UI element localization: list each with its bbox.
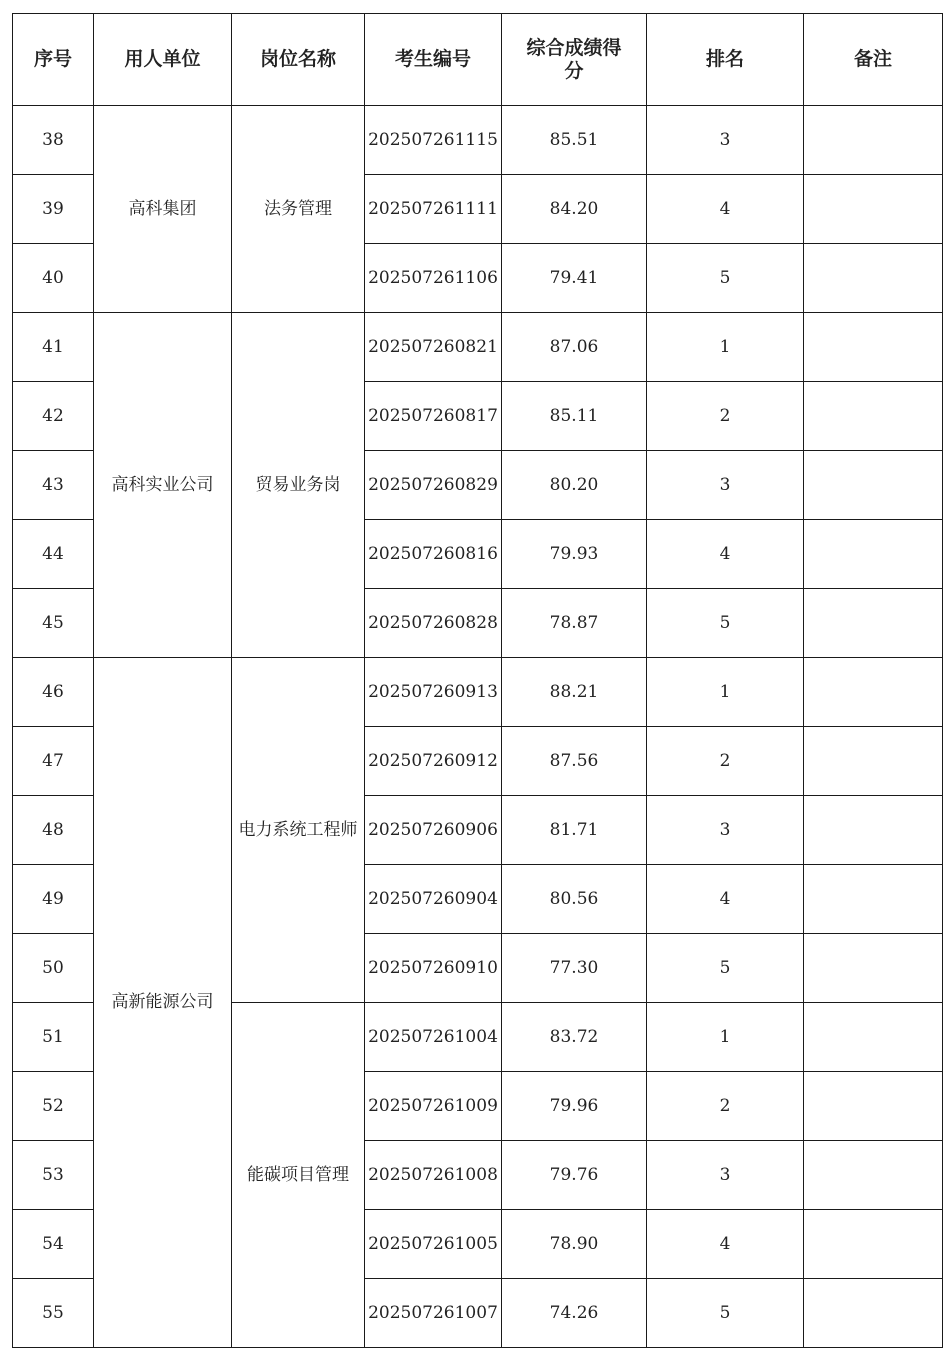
seq-cell: 40 <box>13 244 94 313</box>
seq-cell: 44 <box>13 520 94 589</box>
remark-cell <box>804 658 943 727</box>
seq-cell: 53 <box>13 1141 94 1210</box>
exam-id-cell: 202507260821 <box>365 313 502 382</box>
employer-cell: 高科集团 <box>94 106 232 313</box>
score-cell: 85.51 <box>502 106 647 175</box>
rank-cell: 4 <box>647 520 804 589</box>
seq-cell: 55 <box>13 1279 94 1348</box>
seq-cell: 42 <box>13 382 94 451</box>
rank-cell: 5 <box>647 589 804 658</box>
exam-id-cell: 202507261115 <box>365 106 502 175</box>
rank-cell: 1 <box>647 313 804 382</box>
employer-cell: 高新能源公司 <box>94 658 232 1348</box>
remark-cell <box>804 1141 943 1210</box>
remark-cell <box>804 934 943 1003</box>
seq-cell: 38 <box>13 106 94 175</box>
seq-cell: 39 <box>13 175 94 244</box>
remark-cell <box>804 313 943 382</box>
table-row <box>13 658 943 727</box>
rank-cell: 4 <box>647 865 804 934</box>
score-cell: 78.87 <box>502 589 647 658</box>
header-rank: 排名 <box>647 14 804 106</box>
header-score: 综合成绩得分 <box>502 14 647 106</box>
score-cell: 80.56 <box>502 865 647 934</box>
remark-cell <box>804 589 943 658</box>
remark-cell <box>804 106 943 175</box>
remark-cell <box>804 1003 943 1072</box>
score-cell: 79.93 <box>502 520 647 589</box>
remark-cell <box>804 451 943 520</box>
rank-cell: 3 <box>647 1141 804 1210</box>
remark-cell <box>804 1072 943 1141</box>
exam-id-cell: 202507260816 <box>365 520 502 589</box>
score-cell: 78.90 <box>502 1210 647 1279</box>
exam-id-cell: 202507261111 <box>365 175 502 244</box>
score-cell: 79.76 <box>502 1141 647 1210</box>
results-table <box>12 13 943 1348</box>
score-cell: 79.96 <box>502 1072 647 1141</box>
table-row <box>13 313 943 382</box>
seq-cell: 50 <box>13 934 94 1003</box>
header-position: 岗位名称 <box>232 14 365 106</box>
header-employer: 用人单位 <box>94 14 232 106</box>
header-seq: 序号 <box>13 14 94 106</box>
score-cell: 81.71 <box>502 796 647 865</box>
remark-cell <box>804 244 943 313</box>
rank-cell: 3 <box>647 796 804 865</box>
score-cell: 83.72 <box>502 1003 647 1072</box>
seq-cell: 49 <box>13 865 94 934</box>
seq-cell: 48 <box>13 796 94 865</box>
exam-id-cell: 202507260817 <box>365 382 502 451</box>
score-cell: 80.20 <box>502 451 647 520</box>
exam-id-cell: 202507260904 <box>365 865 502 934</box>
rank-cell: 1 <box>647 1003 804 1072</box>
exam-id-cell: 202507260828 <box>365 589 502 658</box>
rank-cell: 5 <box>647 1279 804 1348</box>
score-cell: 77.30 <box>502 934 647 1003</box>
remark-cell <box>804 382 943 451</box>
score-cell: 87.56 <box>502 727 647 796</box>
exam-id-cell: 202507260910 <box>365 934 502 1003</box>
score-cell: 87.06 <box>502 313 647 382</box>
remark-cell <box>804 865 943 934</box>
rank-cell: 2 <box>647 382 804 451</box>
exam-id-cell: 202507261106 <box>365 244 502 313</box>
rank-cell: 2 <box>647 1072 804 1141</box>
seq-cell: 43 <box>13 451 94 520</box>
position-cell: 电力系统工程师 <box>232 658 365 1003</box>
position-cell: 能碳项目管理 <box>232 1003 365 1348</box>
seq-cell: 47 <box>13 727 94 796</box>
remark-cell <box>804 727 943 796</box>
seq-cell: 45 <box>13 589 94 658</box>
exam-id-cell: 202507260913 <box>365 658 502 727</box>
table-row <box>13 106 943 175</box>
seq-cell: 41 <box>13 313 94 382</box>
score-cell: 84.20 <box>502 175 647 244</box>
header-row <box>13 14 943 106</box>
rank-cell: 3 <box>647 106 804 175</box>
rank-cell: 5 <box>647 934 804 1003</box>
rank-cell: 4 <box>647 175 804 244</box>
rank-cell: 3 <box>647 451 804 520</box>
remark-cell <box>804 175 943 244</box>
seq-cell: 54 <box>13 1210 94 1279</box>
header-exam-id: 考生编号 <box>365 14 502 106</box>
exam-id-cell: 202507261008 <box>365 1141 502 1210</box>
position-cell: 法务管理 <box>232 106 365 313</box>
rank-cell: 1 <box>647 658 804 727</box>
remark-cell <box>804 1210 943 1279</box>
score-cell: 79.41 <box>502 244 647 313</box>
score-cell: 88.21 <box>502 658 647 727</box>
seq-cell: 51 <box>13 1003 94 1072</box>
exam-id-cell: 202507260912 <box>365 727 502 796</box>
exam-id-cell: 202507260829 <box>365 451 502 520</box>
seq-cell: 46 <box>13 658 94 727</box>
exam-id-cell: 202507261007 <box>365 1279 502 1348</box>
header-remark: 备注 <box>804 14 943 106</box>
remark-cell <box>804 796 943 865</box>
exam-id-cell: 202507261005 <box>365 1210 502 1279</box>
seq-cell: 52 <box>13 1072 94 1141</box>
exam-id-cell: 202507260906 <box>365 796 502 865</box>
remark-cell <box>804 520 943 589</box>
rank-cell: 5 <box>647 244 804 313</box>
employer-cell: 高科实业公司 <box>94 313 232 658</box>
rank-cell: 4 <box>647 1210 804 1279</box>
score-cell: 74.26 <box>502 1279 647 1348</box>
exam-id-cell: 202507261004 <box>365 1003 502 1072</box>
rank-cell: 2 <box>647 727 804 796</box>
remark-cell <box>804 1279 943 1348</box>
score-cell: 85.11 <box>502 382 647 451</box>
exam-id-cell: 202507261009 <box>365 1072 502 1141</box>
position-cell: 贸易业务岗 <box>232 313 365 658</box>
